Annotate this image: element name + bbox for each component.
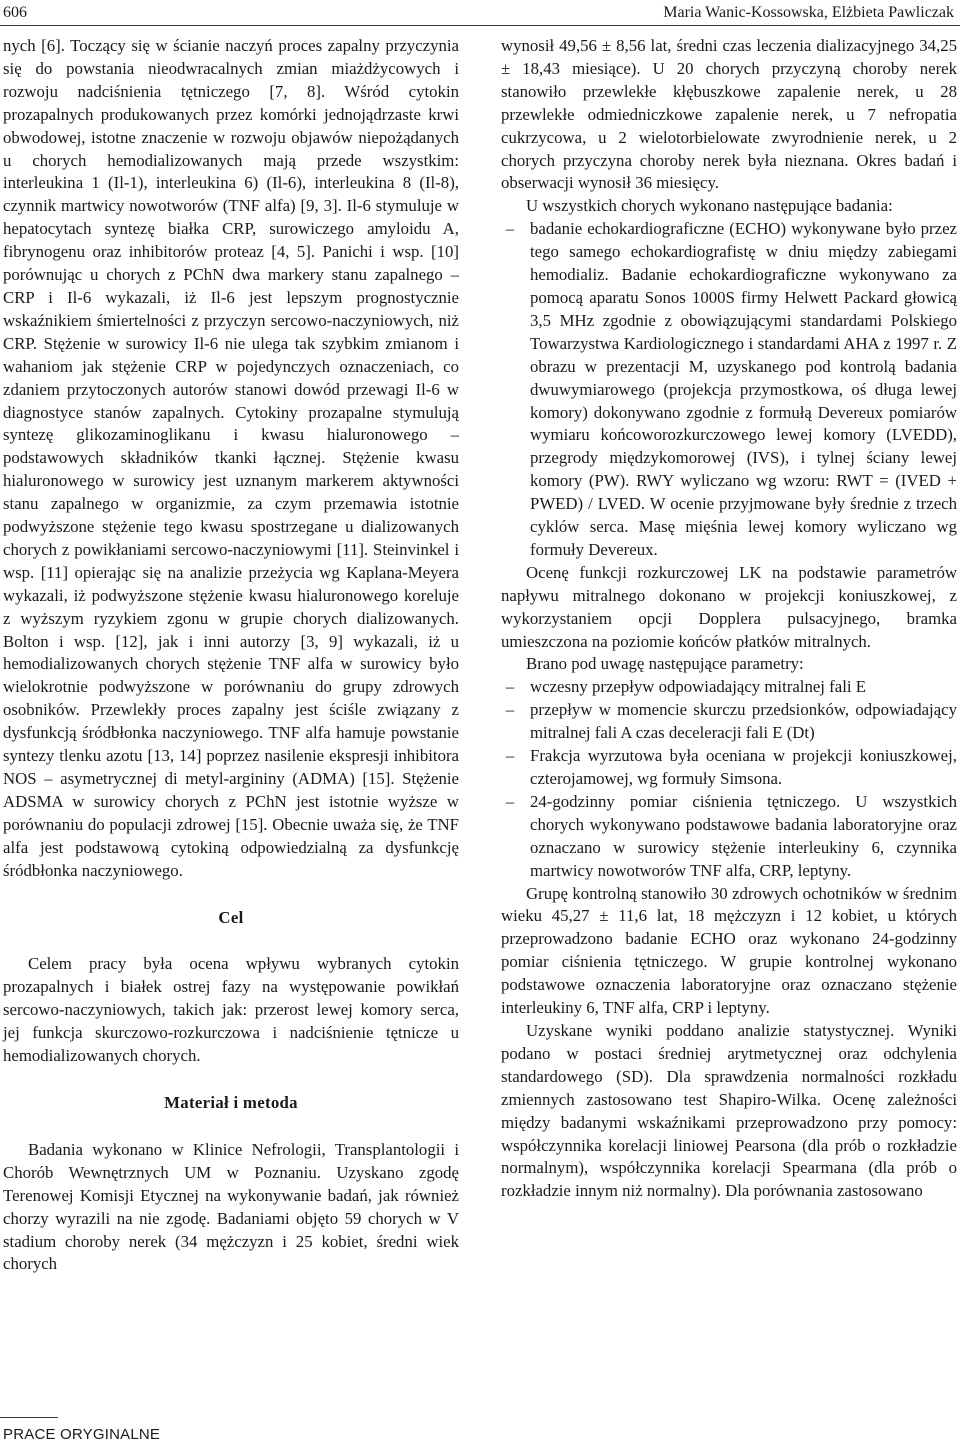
- spacer: [3, 929, 459, 953]
- list-item-text: wczesny przepływ odpowiadający mitralnej fali E: [530, 677, 866, 697]
- list-item: [501, 791, 957, 883]
- dash-bullet: –: [505, 700, 515, 720]
- spacer: [3, 1068, 459, 1092]
- running-head-authors: Maria Wanic-Kossowska, Elżbieta Pawliczak: [663, 4, 954, 21]
- footer-rule: [0, 1417, 58, 1418]
- list-item-text: badanie echokardiograficzne (ECHO) wykonywane było przez tego samego echokardiografistę w dniu między zabiegami hemodializ. Badanie echokardiograficzne wykonywano za pomocą aparatu Sonos 1000S firmy Helwett Packard głowicą 3,5 MHz zgodnie z obowiązującymi standardami Polskiego Towarzystwa Kardiologicznego i standardami AHA z 1997 r. Z obrazu w prezentacji M, uzyskanego pod kontrolą badania dwuwymiarowego (projekcja przymostkowa, oś długa lewej komory) dokonywano zgodnie z formułą Devereux pomiarów wymiaru końcoworozkurczowego lewej komory (LVEDD), przegrody międzykomorowej (IVS), i tylnej ściany lewej komory (PW). RWY wyliczano wg wzoru: RWT = (IVED + PWED) / LVED. W ocenie przyjmowane były średnie z trzech cyklów serca. Masę mięśnia lewej komory wyliczano wg formuły Devereux.: [530, 219, 957, 559]
- dash-list: [501, 676, 957, 882]
- list-item: [501, 745, 957, 791]
- spacer: [3, 1115, 459, 1139]
- header-rule: [0, 25, 960, 26]
- list-item: [501, 218, 957, 562]
- list-item-text: przepływ w momencie skurczu przedsionków, odpowiadający mitralnej fali A czas deceleracji fali E (Dt): [530, 700, 957, 743]
- spacer: [3, 883, 459, 907]
- right-column: [501, 35, 957, 1203]
- list-item-text: 24-godzinny pomiar ciśnienia tętniczego. U wszystkich chorych wykonywano podstawowe badania laboratoryjne oraz oznaczano w surowicy stężenie interleukiny 6, czynnika martwicy nowotworów TNF alfa, CRP, leptyny.: [530, 791, 957, 880]
- dash-list: [501, 218, 957, 562]
- body-paragraph: Uzyskane wyniki poddano analizie statystycznej. Wyniki podano w postaci średniej arytmetycznej oraz odchylenia standardowego (SD). Dla sprawdzenia normalności rozkładu zmiennych zastosowano test Shapiro-Wilka. Ocenę zależności między badanymi wskaźnikami przeprowadzono przy pomocy: współczynnika korelacji liniowej Pearsona (dla prób o rozkładzie normalnym), współczynnika korelacji Spearmana (dla prób o rozkładzie innym niż normalny). Dla porównania zastosowano: [501, 1020, 957, 1201]
- body-paragraph: wynosił 49,56 ± 8,56 lat, średni czas leczenia dializacyjnego 34,25 ± 18,43 miesiące). U 20 chorych przyczyną choroby nerek stanowiło przewlekłe kłębuszkowe zapalenie nerek, u 28 przewlekłe odmiedniczkowe zapalenie nerek, u 7 nefropatia cukrzycowa, u 2 wielotorbielowate zwyrodnienie nerek, u 2 chorych przyczyna choroby nerek była nieznana. Okres badań i obserwacji wynosił 36 miesięcy.: [501, 36, 957, 193]
- section-heading-material: Materiał i metoda: [164, 1092, 298, 1112]
- dash-bullet: –: [505, 791, 515, 811]
- dash-bullet: –: [505, 746, 515, 766]
- list-item: [501, 699, 957, 745]
- dash-bullet: –: [505, 219, 515, 239]
- left-column: [3, 35, 459, 1276]
- list-item: [501, 676, 957, 699]
- list-item-text: Frakcja wyrzutowa była oceniana w projekcji koniuszkowej, czterojamowej, wg formuły Simsona.: [530, 746, 957, 788]
- page-number: 606: [3, 4, 27, 21]
- body-paragraph: Ocenę funkcji rozkurczowej LK na podstawie parametrów napływu mitralnego dokonano w projekcji koniuszkowej, z wykorzystaniem opcji Dopplera pulsacyjnego, bramka umieszczona na poziomie końców płatków mitralnych.: [501, 562, 957, 651]
- section-heading-cel: Cel: [218, 907, 244, 927]
- dash-bullet: –: [505, 677, 515, 697]
- running-head: [3, 2, 954, 24]
- section-label-footer: PRACE ORYGINALNE: [3, 1426, 161, 1443]
- body-paragraph: Grupę kontrolną stanowiło 30 zdrowych ochotników w średnim wieku 45,27 ± 11,6 lat, 18 mężczyzn i 12 kobiet, u których przeprowadzono badanie ECHO oraz wykonano 24-godzinny pomiar ciśnienia tętniczego. W grupie kontrolnej wykonano podstawowe oznaczenia laboratoryjne oraz oznaczano stężenie interleukiny 6, TNF alfa, CRP i leptyny.: [501, 883, 957, 1018]
- body-paragraph: Celem pracy była ocena wpływu wybranych cytokin prozapalnych i białek ostrej fazy na występowanie powikłań sercowo-naczyniowych, takich jak: przerost lewej komory serca, jej funkcja skurczowo-rozkurczowa i nadciśnienie tętnicze u hemodializowanych chorych.: [3, 954, 459, 1066]
- body-paragraph: U wszystkich chorych wykonano następujące badania:: [526, 196, 893, 216]
- body-paragraph: Brano pod uwagę następujące parametry:: [526, 654, 804, 674]
- body-paragraph: nych [6]. Toczący się w ścianie naczyń proces zapalny przyczynia się do powstania nieodwracalnych zmian miażdżycowych i rozwoju nadciśnienia tętniczego [7, 8]. Wśród cytokin prozapalnych produkowanych przez komórki jednojądrzaste krwi obwodowej, istotne znaczenie w rozwoju objawów niepożądanych u chorych hemodializowanych mają przede wszystkim: interleukina 1 (Il-1), interleukina 6) (Il-6), interleukina 8 (Il-8), czynnik martwicy nowotworów (TNF alfa) [9, 3]. Il-6 stymuluje w hepatocytach syntezę białka CRP, surowiczego amyloidu A, fibrynogenu oraz inhibitorów proteaz [4, 5]. Panichi i wsp. [10] porównując u chorych z PChN dwa markery stanu zapalnego – CRP i Il-6 wykazali, iż Il-6 jest lepszym prognostycznie wskaźnikiem śmiertelności z przyczyn sercowo-naczyniowych, niż CRP. Stężenie w surowicy Il-6 nie ulega tak szybkim zmianom i wahaniom jak stężenie CRP w pojedynczych oznaczeniach, co zdaniem przytoczonych autorów stanowi dowód przewagi Il-6 w diagnostyce stanów zapalnych. Cytokiny prozapalne stymulują syntezę glikozaminoglikanu i kwasu hialuronowego – podstawowych składników tkanki łącznej. Stężenie kwasu hialuronowego w surowicy jest uznanym markerem aktywności stanu zapalnego w organizmie, za czym przemawia istotnie podwyższone stężenie tego kwasu spostrzegane u dializowanych chorych z powikłaniami sercowo-naczyniowymi [11]. Steinvinkel i wsp. [11] opierając się na analizie przeżycia wg Kaplana-Meyera wykazali, iż podwyższone stężenie kwasu hialuronowego koreluje z wyższym ryzykiem zgonu w grupie chorych dializowanych. Bolton i wsp. [12], jak i inni autorzy [3, 9] wykazali, iż u hemodializowanych chorych stężenie TNF alfa w surowicy było wielokrotnie podwyższone w porównaniu do grupy zdrowych osobników. Przewlekły proces zapalny jest ściśle związany z dysfunkcją śródbłonka naczyniowego. TNF alfa hamuje powstanie syntezy tlenku azotu [13, 14] poprzez nasilenie ekspresji inhibitora NOS – asymetrycznej di metyl-argininy (ADMA) [15]. Stężenie ADSMA w surowicy chorych z PChN jest istotnie wyższe w porównaniu do populacji zdrowej [15]. Obecnie uważa się, że TNF alfa jest podstawową cytokiną odpowiedzialną za dysfunkcję śródbłonka naczyniowego.: [3, 36, 459, 880]
- body-paragraph: Badania wykonano w Klinice Nefrologii, Transplantologii i Chorób Wewnętrznych UM w Poznaniu. Uzyskano zgodę Terenowej Komisji Etycznej na wykonywanie badań, jak również chorzy wyrazili na nie zgodę. Badaniami objęto 59 chorych w V stadium choroby nerek (34 mężczyzn i 25 kobiet, średni wiek chorych: [3, 1139, 459, 1274]
